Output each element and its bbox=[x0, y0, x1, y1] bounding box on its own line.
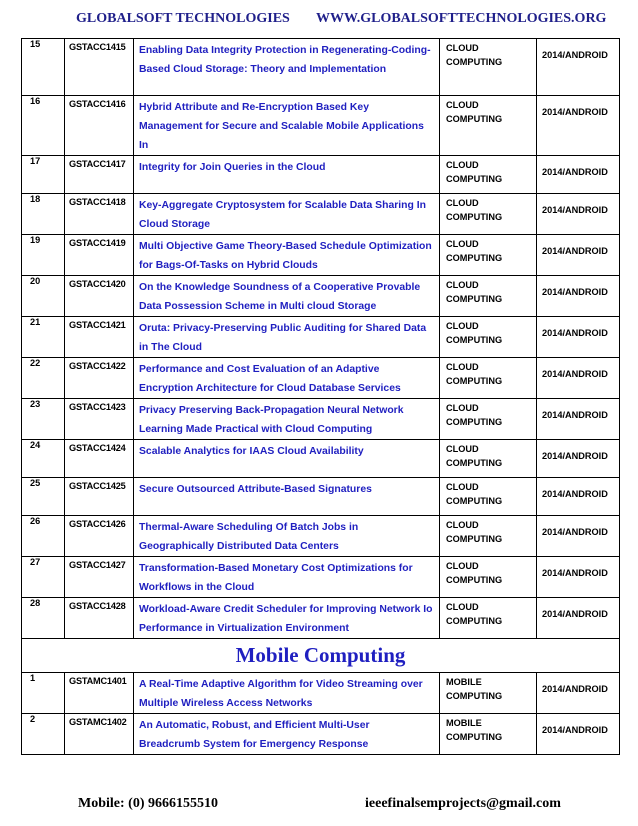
project-code-cell: GSTACC1426 bbox=[69, 519, 126, 529]
project-title-cell: A Real-Time Adaptive Algorithm for Video Streaming over Multiple Wireless Access Networks bbox=[139, 679, 423, 709]
domain-cell: CLOUD COMPUTING bbox=[446, 403, 503, 427]
section-title-mobile-computing: Mobile Computing bbox=[235, 643, 406, 667]
project-code-cell: GSTACC1423 bbox=[69, 402, 126, 412]
year-cell: 2014/ANDROID bbox=[542, 410, 608, 420]
year-cell: 2014/ANDROID bbox=[542, 568, 608, 578]
year-cell: 2014/ANDROID bbox=[542, 167, 608, 177]
project-title-cell: Thermal-Aware Scheduling Of Batch Jobs in Geographically Distributed Data Centers bbox=[139, 522, 359, 552]
table-row bbox=[22, 235, 620, 276]
domain-cell: CLOUD COMPUTING bbox=[446, 444, 503, 468]
table-row bbox=[22, 399, 620, 440]
table-row bbox=[22, 673, 620, 714]
project-title-cell: On the Knowledge Soundness of a Cooperative Provable Data Possession Scheme in Multi cloud Storage bbox=[139, 282, 421, 312]
year-cell: 2014/ANDROID bbox=[542, 609, 608, 619]
project-title-cell: Scalable Analytics for IAAS Cloud Availability bbox=[139, 446, 364, 457]
project-title-cell: Integrity for Join Queries in the Cloud bbox=[139, 162, 326, 173]
project-code-cell: GSTACC1427 bbox=[69, 560, 126, 570]
project-code-cell: GSTACC1419 bbox=[69, 238, 126, 248]
year-cell: 2014/ANDROID bbox=[542, 287, 608, 297]
serial-number-cell: 19 bbox=[30, 235, 41, 245]
project-code-cell: GSTACC1420 bbox=[69, 279, 126, 289]
domain-cell: CLOUD COMPUTING bbox=[446, 43, 503, 67]
mobile-rows bbox=[22, 673, 620, 755]
year-cell: 2014/ANDROID bbox=[542, 451, 608, 461]
table-row bbox=[22, 516, 620, 557]
domain-cell: CLOUD COMPUTING bbox=[446, 482, 503, 506]
table-row bbox=[22, 156, 620, 194]
serial-number-cell: 23 bbox=[30, 399, 41, 409]
project-code-cell: GSTACC1424 bbox=[69, 443, 126, 453]
project-title-cell: Secure Outsourced Attribute-Based Signatures bbox=[139, 484, 372, 495]
year-cell: 2014/ANDROID bbox=[542, 50, 608, 60]
page-header bbox=[0, 11, 638, 31]
project-title-cell: Transformation-Based Monetary Cost Optimizations for Workflows in the Cloud bbox=[139, 563, 413, 593]
serial-number-cell: 24 bbox=[30, 440, 41, 450]
page-footer bbox=[0, 796, 638, 816]
serial-number-cell: 17 bbox=[30, 156, 41, 166]
table-row bbox=[22, 39, 620, 96]
domain-cell: CLOUD COMPUTING bbox=[446, 280, 503, 304]
project-title-cell: Oruta: Privacy-Preserving Public Auditing for Shared Data in The Cloud bbox=[139, 323, 427, 353]
footer-mobile: Mobile: (0) 9666155510 bbox=[78, 796, 218, 811]
project-code-cell: GSTAMC1402 bbox=[69, 717, 127, 727]
serial-number-cell: 28 bbox=[30, 598, 41, 608]
year-cell: 2014/ANDROID bbox=[542, 328, 608, 338]
table-row bbox=[22, 714, 620, 755]
serial-number-cell: 15 bbox=[30, 39, 41, 49]
year-cell: 2014/ANDROID bbox=[542, 205, 608, 215]
project-code-cell: GSTACC1428 bbox=[69, 601, 126, 611]
domain-cell: CLOUD COMPUTING bbox=[446, 520, 503, 544]
project-code-cell: GSTACC1421 bbox=[69, 320, 126, 330]
domain-cell: CLOUD COMPUTING bbox=[446, 100, 503, 124]
project-code-cell: GSTACC1416 bbox=[69, 99, 126, 109]
table-row bbox=[22, 478, 620, 516]
domain-cell: MOBILE COMPUTING bbox=[446, 677, 503, 701]
project-title-cell: Key-Aggregate Cryptosystem for Scalable Data Sharing In Cloud Storage bbox=[139, 200, 426, 230]
domain-cell: CLOUD COMPUTING bbox=[446, 362, 503, 386]
mobile-section-header bbox=[22, 639, 620, 673]
domain-cell: MOBILE COMPUTING bbox=[446, 718, 503, 742]
project-title-cell: An Automatic, Robust, and Efficient Multi-User Breadcrumb System for Emergency Response bbox=[139, 720, 370, 750]
project-code-cell: GSTACC1425 bbox=[69, 481, 126, 491]
table-row bbox=[22, 557, 620, 598]
footer-email: ieeefinalsemprojects@gmail.com bbox=[365, 796, 561, 811]
project-code-cell: GSTAMC1401 bbox=[69, 676, 127, 686]
project-table bbox=[21, 38, 620, 755]
project-title-cell: Multi Objective Game Theory-Based Schedule Optimization for Bags-Of-Tasks on Hybrid Clouds bbox=[139, 241, 432, 271]
table-row bbox=[22, 358, 620, 399]
year-cell: 2014/ANDROID bbox=[542, 684, 608, 694]
year-cell: 2014/ANDROID bbox=[542, 527, 608, 537]
project-title-cell: Enabling Data Integrity Protection in Regenerating-Coding-Based Cloud Storage: Theory and Implementation bbox=[139, 45, 431, 75]
domain-cell: CLOUD COMPUTING bbox=[446, 239, 503, 263]
serial-number-cell: 18 bbox=[30, 194, 41, 204]
table-row bbox=[22, 317, 620, 358]
project-code-cell: GSTACC1417 bbox=[69, 159, 126, 169]
domain-cell: CLOUD COMPUTING bbox=[446, 561, 503, 585]
table-row bbox=[22, 440, 620, 478]
year-cell: 2014/ANDROID bbox=[542, 725, 608, 735]
project-title-cell: Performance and Cost Evaluation of an Adaptive Encryption Architecture for Cloud Database Services bbox=[139, 364, 401, 394]
year-cell: 2014/ANDROID bbox=[542, 107, 608, 117]
project-code-cell: GSTACC1418 bbox=[69, 197, 126, 207]
table-row bbox=[22, 194, 620, 235]
cloud-rows bbox=[22, 39, 620, 639]
project-code-cell: GSTACC1415 bbox=[69, 42, 126, 52]
serial-number-cell: 26 bbox=[30, 516, 41, 526]
year-cell: 2014/ANDROID bbox=[542, 489, 608, 499]
year-cell: 2014/ANDROID bbox=[542, 369, 608, 379]
table-row bbox=[22, 96, 620, 156]
serial-number-cell: 16 bbox=[30, 96, 41, 106]
table-row bbox=[22, 598, 620, 639]
serial-number-cell: 1 bbox=[30, 673, 36, 683]
year-cell: 2014/ANDROID bbox=[542, 246, 608, 256]
project-title-cell: Hybrid Attribute and Re-Encryption Based Key Management for Secure and Scalable Mobile Applications In bbox=[139, 102, 424, 151]
domain-cell: CLOUD COMPUTING bbox=[446, 198, 503, 222]
serial-number-cell: 2 bbox=[30, 714, 36, 724]
serial-number-cell: 27 bbox=[30, 557, 41, 567]
table-row bbox=[22, 276, 620, 317]
project-title-cell: Privacy Preserving Back-Propagation Neural Network Learning Made Practical with Cloud Computing bbox=[139, 405, 404, 435]
project-code-cell: GSTACC1422 bbox=[69, 361, 126, 371]
company-name: GLOBALSOFT TECHNOLOGIES bbox=[76, 11, 290, 26]
domain-cell: CLOUD COMPUTING bbox=[446, 321, 503, 345]
serial-number-cell: 20 bbox=[30, 276, 41, 286]
domain-cell: CLOUD COMPUTING bbox=[446, 602, 503, 626]
serial-number-cell: 21 bbox=[30, 317, 41, 327]
project-title-cell: Workload-Aware Credit Scheduler for Improving Network Io Performance in Virtualization Environment bbox=[139, 604, 433, 634]
serial-number-cell: 22 bbox=[30, 358, 41, 368]
domain-cell: CLOUD COMPUTING bbox=[446, 160, 503, 184]
serial-number-cell: 25 bbox=[30, 478, 41, 488]
website-url: WWW.GLOBALSOFTTECHNOLOGIES.ORG bbox=[316, 11, 607, 26]
